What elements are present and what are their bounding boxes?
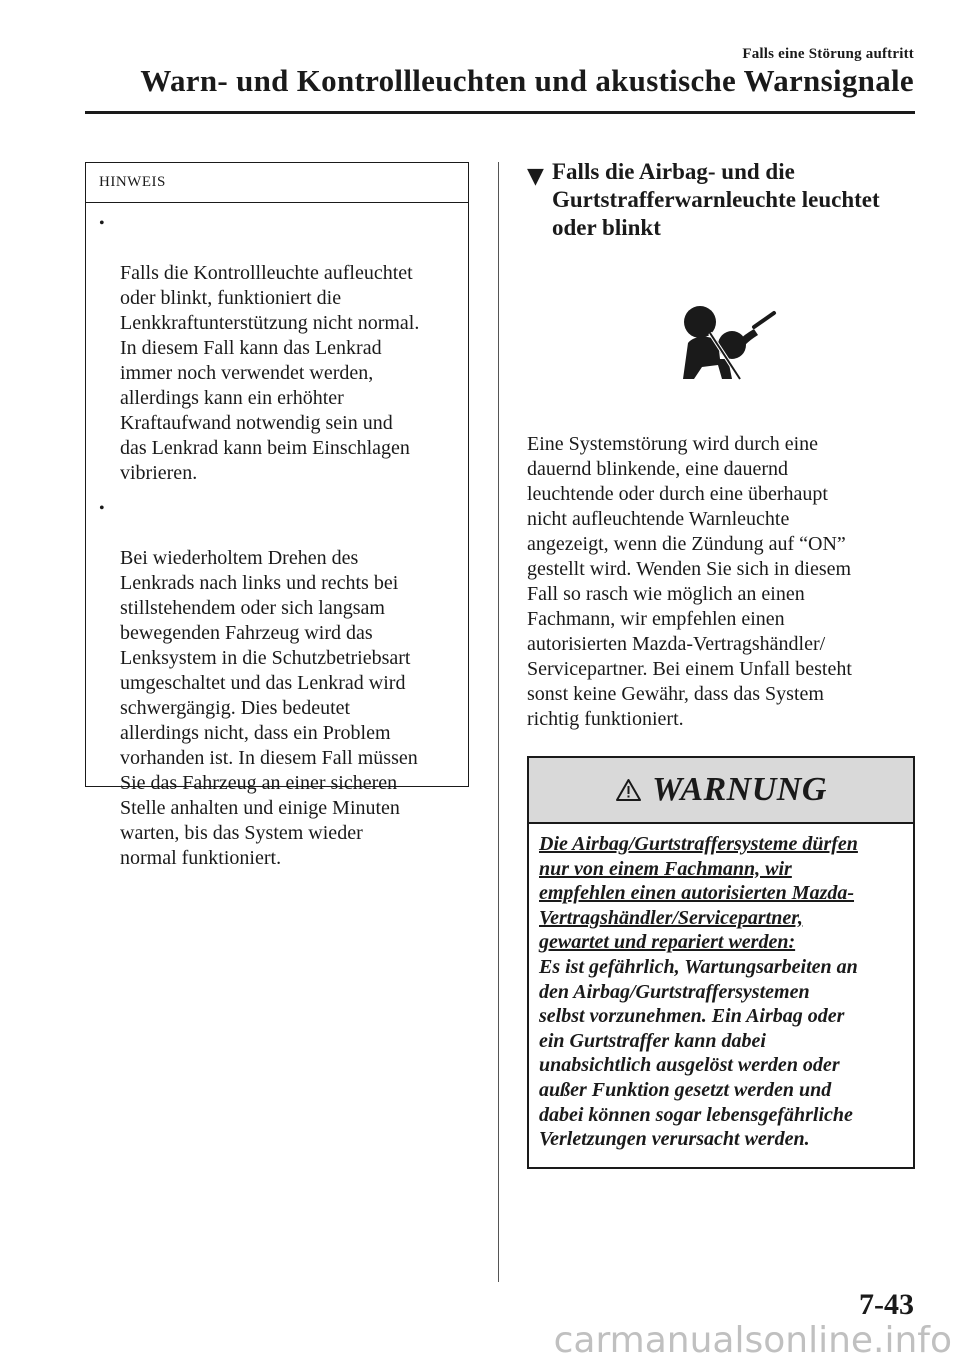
hinweis-list: [86, 203, 468, 871]
warning-text: Es ist gefährlich, Wartungsarbeiten an den Airbag/Gurtstraffersystemen selbst vorzunehmen. Ein Airbag oder ein Gurtstraffer kann dabei unabsichtlich ausgelöst werden oder außer Funktion gesetzt werden und dabei können sogar lebensgefährliche Verletzungen verursacht werden.: [539, 955, 858, 1151]
warning-title: WARNUNG: [652, 771, 827, 808]
hinweis-item-text: Falls die Kontrollleuchte aufleuchtet oder blinkt, funktioniert die Lenkkraftunterstützung nicht normal. In diesem Fall kann das Lenkrad immer noch verwendet werden, allerdings kann ein erhöhter Kraftaufwand notwendig sein und das Lenkrad kann beim Einschlagen vibrieren.: [120, 262, 420, 484]
watermark: carmanualsonline.info: [553, 1320, 952, 1361]
chapter-subtitle: Falls eine Störung auftritt: [742, 46, 914, 62]
warning-header: [529, 758, 913, 824]
warning-triangle-icon: [615, 778, 642, 802]
hinweis-item: [99, 496, 464, 871]
column-divider: [498, 162, 499, 1282]
hinweis-box: [85, 162, 469, 869]
warning-underlined-text: Die Airbag/Gurtstraffersysteme dürfen nur von einem Fachmann, wir empfehlen einen autorisierten Mazda- Vertragshändler/Servicepartner, gewartet und repariert werden:: [539, 833, 858, 954]
warning-body: [529, 824, 913, 1152]
section-marker-icon: ▼: [527, 164, 544, 189]
airbag-warning-icon: [680, 305, 780, 381]
bullet-icon: •: [99, 215, 105, 232]
hinweis-title: HINWEIS: [86, 163, 468, 203]
page-number: 7-43: [859, 1288, 914, 1321]
section-heading: Falls die Airbag- und die Gurtstrafferwarnleuchte leuchtet oder blinkt: [552, 159, 880, 240]
header-rule: [85, 111, 915, 114]
hinweis-item-text: Bei wiederholtem Drehen des Lenkrads nach links und rechts bei stillstehendem oder sich langsam bewegenden Fahrzeug wird das Lenksystem in die Schutzbetriebsart umgeschaltet und das Lenkrad wird schwergängig. Dies bedeutet allerdings nicht, dass ein Problem vorhanden ist. In diesem Fall müssen Sie das Fahrzeug an einer sicheren Stelle anhalten und einige Minuten warten, bis das System wieder normal funktioniert.: [120, 547, 418, 869]
page-title: Warn- und Kontrollleuchten und akustische Warnsignale: [140, 63, 914, 98]
section-body: Eine Systemstörung wird durch eine dauernd blinkende, eine dauernd leuchtende oder durch eine überhaupt nicht aufleuchtende Warnleuchte angezeigt, wenn die Zündung auf “ON” gestellt wird. Wenden Sie sich in diesem Fall so rasch wie möglich an einen Fachmann, wir empfehlen einen autorisierten Mazda-Vertragshändler/ Servicepartner. Bei einem Unfall besteht sonst keine Gewähr, dass das System richtig funktioniert.: [527, 433, 852, 730]
warning-box: [527, 756, 915, 1169]
hinweis-item: [99, 211, 464, 486]
bullet-icon: •: [99, 500, 105, 517]
